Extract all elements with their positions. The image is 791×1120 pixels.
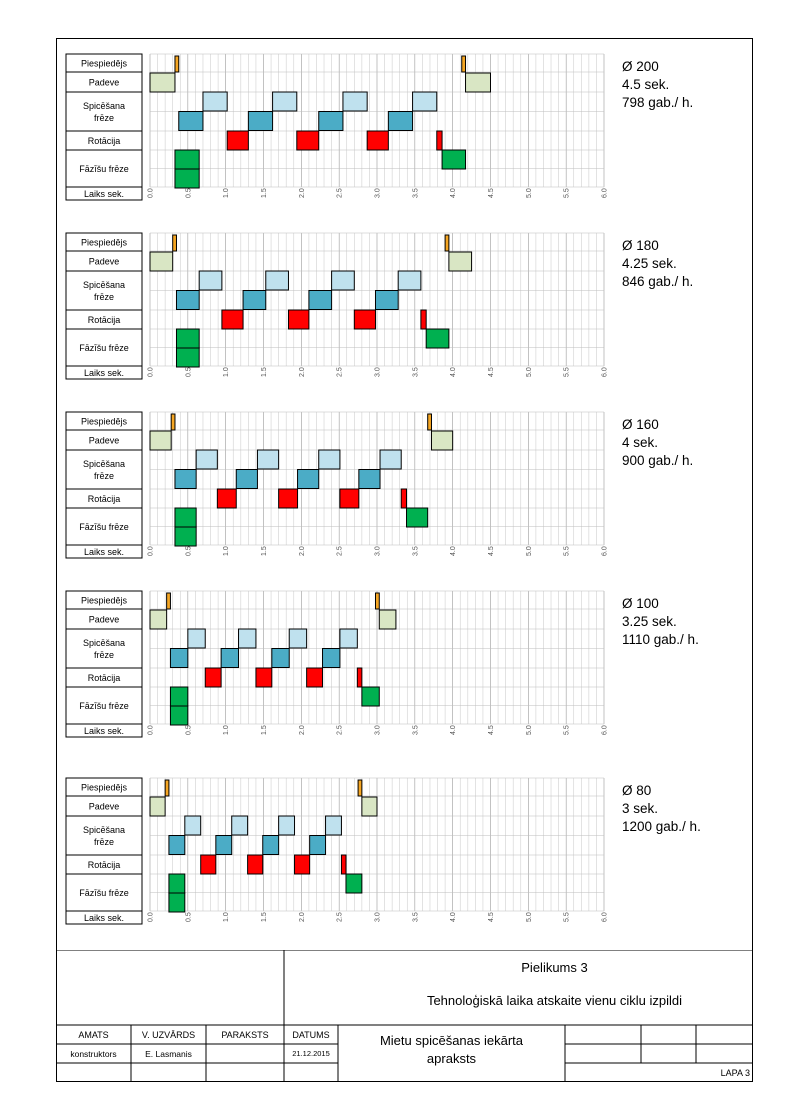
sharpen-low-bar <box>221 649 238 668</box>
name-value: E. Lasmanis <box>145 1049 192 1059</box>
sharpen-low-bar <box>309 291 332 310</box>
sharpen-low-bar <box>375 291 398 310</box>
pusher-bar <box>167 593 171 609</box>
x-tick-label: 4.5 <box>488 725 495 735</box>
x-tick-label: 0.5 <box>185 725 193 735</box>
sharpen-low-bar <box>236 470 257 489</box>
row-label-time: Laiks sek. <box>83 726 125 736</box>
diameter-label: Ø 200 <box>622 59 659 74</box>
pusher-bar <box>175 56 179 72</box>
row-label-rotation: Rotācija <box>87 494 121 504</box>
x-tick-label: 5.0 <box>525 725 533 735</box>
x-tick-label: 1.5 <box>261 546 268 556</box>
x-tick-label: 4.5 <box>488 188 495 198</box>
sharpen-low-bar <box>310 836 326 855</box>
chart-caption <box>622 237 693 291</box>
sheet-number: LAPA 3 <box>720 1068 750 1078</box>
x-tick-label: 5.5 <box>563 725 571 735</box>
feed-bar <box>150 431 171 450</box>
sharpen-high-bar <box>188 629 205 648</box>
throughput-label: 846 gab./ h. <box>622 274 694 289</box>
x-tick-label: 0.5 <box>185 912 193 922</box>
x-tick-label: 6.0 <box>601 725 609 735</box>
sharpen-low-bar <box>263 836 279 855</box>
x-tick-label: 5.5 <box>563 546 571 556</box>
row-label-feed: Padeve <box>88 801 120 812</box>
gantt-chart <box>66 54 609 199</box>
chamfer-bar-top <box>175 508 196 527</box>
sharpen-high-bar <box>196 450 217 469</box>
x-tick-label: 1.0 <box>223 188 231 198</box>
row-label-feed: Padeve <box>88 614 120 625</box>
x-tick-label: 2.5 <box>336 367 344 377</box>
x-tick-label: 1.5 <box>261 725 268 735</box>
x-tick-label: 1.5 <box>261 912 268 922</box>
feed-bar <box>150 797 165 816</box>
row-label-chamfer: Fāzīšu frēze <box>79 522 129 532</box>
row-label-sharpen-cutter: frēze <box>93 837 115 847</box>
gantt-svg <box>66 54 609 200</box>
diameter-label: Ø 180 <box>622 238 659 253</box>
column-role-header: AMATS <box>78 1030 109 1040</box>
chamfer-bar-top <box>170 687 187 706</box>
report-subtitle: Tehnoloģiskā laika atskaite vienu ciklu izpildi <box>426 993 683 1008</box>
sharpen-high-bar <box>319 450 340 469</box>
throughput-label: 900 gab./ h. <box>622 453 694 468</box>
row-label-sharpen-cutter: frēze <box>93 292 115 302</box>
chamfer-bar <box>175 527 196 546</box>
row-label-sharpen-cutter: frēze <box>93 113 115 123</box>
pusher-bar <box>428 414 432 430</box>
chamfer-bar-top <box>407 508 428 527</box>
role-value: konstruktors <box>70 1049 117 1059</box>
sharpen-high-bar <box>413 92 437 111</box>
x-tick-label: 4.0 <box>450 546 458 556</box>
rotation-bar <box>437 131 442 150</box>
x-tick-label: 1.0 <box>223 546 231 556</box>
x-ticks <box>148 912 609 922</box>
x-tick-label: 2.0 <box>298 188 306 198</box>
sharpen-low-bar <box>216 836 232 855</box>
x-ticks <box>148 188 609 198</box>
x-tick-label: 6.0 <box>601 912 609 922</box>
x-tick-label: 4.5 <box>488 546 495 556</box>
throughput-label: 1200 gab./ h. <box>622 819 701 834</box>
column-signature-header: PARAKSTS <box>221 1030 269 1040</box>
column-date-header: DATUMS <box>292 1030 330 1040</box>
label-column <box>66 778 142 924</box>
sharpen-low-bar <box>298 470 319 489</box>
pusher-bar <box>462 56 466 72</box>
sharpen-high-bar <box>203 92 227 111</box>
x-tick-label: 2.0 <box>298 725 306 735</box>
sharpen-high-bar <box>343 92 367 111</box>
row-label-feed: Padeve <box>88 77 120 88</box>
x-tick-label: 2.0 <box>298 367 306 377</box>
x-tick-label: 1.5 <box>261 367 268 377</box>
rotation-bar <box>367 131 388 150</box>
row-label-rotation: Rotācija <box>87 315 121 325</box>
chamfer-bar-top <box>346 874 362 893</box>
x-tick-label: 2.5 <box>336 725 344 735</box>
sharpen-low-bar <box>170 649 187 668</box>
x-tick-label: 5.0 <box>525 367 533 377</box>
row-label-pusher: Piespiedējs <box>80 58 128 69</box>
x-tick-label: 1.0 <box>223 725 231 735</box>
sharpen-low-bar <box>323 649 340 668</box>
row-labels <box>66 54 142 200</box>
chamfer-bar <box>170 706 187 725</box>
row-label-sharpen-cutter: frēze <box>93 650 115 660</box>
rotation-bar <box>227 131 248 150</box>
x-tick-label: 5.0 <box>525 912 533 922</box>
row-label-sharpen: Spicēšana <box>82 825 126 835</box>
x-tick-label: 2.0 <box>298 546 306 556</box>
x-tick-label: 0.5 <box>185 546 193 556</box>
sharpen-high-bar <box>340 629 357 648</box>
rotation-bar <box>297 131 319 150</box>
x-ticks <box>148 725 609 735</box>
row-label-sharpen: Spicēšana <box>82 280 126 290</box>
row-label-time: Laiks sek. <box>83 189 125 199</box>
sharpen-high-bar <box>326 816 342 835</box>
x-tick-label: 4.5 <box>488 367 495 377</box>
feed-bar <box>379 610 396 629</box>
x-tick-label: 5.0 <box>525 188 533 198</box>
rotation-bar <box>340 489 359 508</box>
grid <box>150 54 604 187</box>
row-label-chamfer: Fāzīšu frēze <box>79 164 129 174</box>
row-label-sharpen: Spicēšana <box>82 638 126 648</box>
x-tick-label: 4.0 <box>450 725 458 735</box>
row-labels <box>66 591 142 737</box>
pusher-bar <box>171 414 175 430</box>
feed-bar <box>449 252 472 271</box>
x-ticks <box>148 367 609 377</box>
pusher-bar <box>173 235 177 251</box>
x-tick-label: 0.0 <box>147 546 155 556</box>
cycle-time-label: 3 sek. <box>622 801 659 816</box>
x-tick-label: 3.0 <box>374 188 382 198</box>
row-label-pusher: Piespiedējs <box>80 416 128 427</box>
chamfer-bar-top <box>362 687 379 706</box>
row-labels <box>66 778 142 924</box>
x-tick-label: 3.5 <box>412 188 420 198</box>
rotation-bar <box>217 489 236 508</box>
x-tick-label: 0.0 <box>147 367 155 377</box>
sharpen-high-bar <box>239 629 256 648</box>
feed-bar <box>150 73 175 92</box>
pusher-bar <box>375 593 379 609</box>
gantt-svg <box>66 778 609 924</box>
x-tick-label: 4.0 <box>450 188 458 198</box>
sharpen-low-bar <box>243 291 266 310</box>
chamfer-bar-top <box>169 874 185 893</box>
label-column <box>66 54 142 200</box>
rotation-bar <box>256 668 272 687</box>
row-label-time: Laiks sek. <box>83 913 125 923</box>
x-tick-label: 2.0 <box>298 912 306 922</box>
cycle-time-label: 4.5 sek. <box>622 77 670 92</box>
sharpen-low-bar <box>175 470 196 489</box>
x-tick-label: 6.0 <box>601 188 609 198</box>
sharpen-high-bar <box>185 816 201 835</box>
x-tick-label: 4.0 <box>450 367 458 377</box>
diameter-label: Ø 160 <box>622 417 659 432</box>
diameter-label: Ø 100 <box>622 596 659 611</box>
x-tick-label: 0.0 <box>147 912 155 922</box>
rotation-bar <box>248 855 263 874</box>
row-label-feed: Padeve <box>88 256 120 267</box>
pusher-bar <box>358 780 362 796</box>
rotation-bar <box>201 855 216 874</box>
gantt-svg <box>66 233 609 379</box>
feed-bar <box>466 73 491 92</box>
sharpen-low-bar <box>169 836 185 855</box>
chart-caption <box>622 595 699 649</box>
sharpen-high-bar <box>273 92 297 111</box>
sharpen-high-bar <box>380 450 401 469</box>
sharpen-high-bar <box>398 271 421 290</box>
row-label-rotation: Rotācija <box>87 673 121 683</box>
document-title-line2: apraksts <box>426 1051 477 1066</box>
label-column <box>66 233 142 379</box>
sharpen-low-bar <box>319 112 343 131</box>
chart-caption <box>622 58 693 112</box>
chamfer-bar-top <box>426 329 449 348</box>
x-tick-label: 0.0 <box>147 725 155 735</box>
sharpen-low-bar <box>179 112 203 131</box>
rotation-bar <box>288 310 308 329</box>
chamfer-bar-top <box>175 150 199 169</box>
gantt-chart <box>66 233 609 378</box>
x-tick-label: 3.5 <box>412 912 420 922</box>
row-label-pusher: Piespiedējs <box>80 595 128 606</box>
x-tick-label: 4.5 <box>488 912 495 922</box>
sharpen-high-bar <box>279 816 295 835</box>
date-value: 21.12.2015 <box>292 1049 330 1058</box>
chamfer-bar-top <box>176 329 199 348</box>
x-tick-label: 3.0 <box>374 546 382 556</box>
row-labels <box>66 412 142 558</box>
sharpen-high-bar <box>232 816 248 835</box>
gantt-chart <box>66 778 609 923</box>
rotation-bar <box>341 855 346 874</box>
rotation-bar <box>354 310 375 329</box>
chart-caption <box>622 416 693 470</box>
sharpen-high-bar <box>257 450 278 469</box>
rotation-bar <box>401 489 406 508</box>
rotation-bar <box>279 489 298 508</box>
x-tick-label: 2.5 <box>336 546 344 556</box>
sharpen-low-bar <box>248 112 272 131</box>
x-ticks <box>148 546 609 556</box>
x-tick-label: 3.5 <box>412 546 420 556</box>
x-tick-label: 3.0 <box>374 725 382 735</box>
feed-bar <box>150 252 173 271</box>
sharpen-low-bar <box>176 291 199 310</box>
row-label-chamfer: Fāzīšu frēze <box>79 343 129 353</box>
rotation-bar <box>421 310 426 329</box>
chamfer-bar <box>169 893 185 912</box>
title-block <box>56 950 753 1082</box>
feed-bar <box>431 431 452 450</box>
row-label-pusher: Piespiedējs <box>80 237 128 248</box>
row-label-sharpen: Spicēšana <box>82 101 126 111</box>
cycle-time-label: 4 sek. <box>622 435 659 450</box>
x-tick-label: 2.5 <box>336 188 344 198</box>
diameter-label: Ø 80 <box>622 783 652 798</box>
rotation-bar <box>205 668 221 687</box>
x-tick-label: 0.5 <box>185 367 193 377</box>
gantt-chart <box>66 412 609 557</box>
row-label-rotation: Rotācija <box>87 136 121 146</box>
rotation-bar <box>295 855 310 874</box>
rotation-bar <box>357 668 362 687</box>
pusher-bar <box>445 235 449 251</box>
x-tick-label: 5.5 <box>563 912 571 922</box>
x-tick-label: 5.5 <box>563 188 571 198</box>
throughput-label: 1110 gab./ h. <box>622 632 699 647</box>
sharpen-high-bar <box>266 271 289 290</box>
row-labels <box>66 233 142 379</box>
document-title-line1: Mietu spicēšanas iekārta <box>379 1033 524 1048</box>
chamfer-bar <box>175 169 199 188</box>
gantt-chart <box>66 591 609 736</box>
row-label-chamfer: Fāzīšu frēze <box>79 888 129 898</box>
x-tick-label: 3.0 <box>374 912 382 922</box>
row-label-time: Laiks sek. <box>83 547 125 557</box>
chart-caption <box>622 782 701 836</box>
x-tick-label: 5.5 <box>563 367 571 377</box>
row-label-sharpen: Spicēšana <box>82 459 126 469</box>
x-tick-label: 3.5 <box>412 725 420 735</box>
sharpen-high-bar <box>332 271 355 290</box>
x-tick-label: 6.0 <box>601 546 609 556</box>
sharpen-high-bar <box>289 629 306 648</box>
sharpen-high-bar <box>199 271 222 290</box>
gantt-svg <box>66 591 609 737</box>
sharpen-low-bar <box>359 470 380 489</box>
x-tick-label: 0.5 <box>185 188 193 198</box>
appendix-title: Pielikums 3 <box>521 960 588 975</box>
pusher-bar <box>165 780 169 796</box>
row-label-time: Laiks sek. <box>83 368 125 378</box>
row-label-rotation: Rotācija <box>87 860 121 870</box>
label-column <box>66 591 142 737</box>
label-column <box>66 412 142 558</box>
x-tick-label: 1.0 <box>223 367 231 377</box>
chamfer-bar-top <box>442 150 465 169</box>
x-tick-label: 2.5 <box>336 912 344 922</box>
row-label-chamfer: Fāzīšu frēze <box>79 701 129 711</box>
cycle-time-label: 3.25 sek. <box>622 614 677 629</box>
x-tick-label: 3.0 <box>374 367 382 377</box>
sharpen-low-bar <box>272 649 289 668</box>
cycle-time-label: 4.25 sek. <box>622 256 677 271</box>
feed-bar <box>150 610 167 629</box>
x-tick-label: 5.0 <box>525 546 533 556</box>
row-label-pusher: Piespiedējs <box>80 782 128 793</box>
rotation-bar <box>307 668 323 687</box>
row-label-sharpen-cutter: frēze <box>93 471 115 481</box>
x-tick-label: 1.5 <box>261 188 268 198</box>
sharpen-low-bar <box>388 112 412 131</box>
x-tick-label: 0.0 <box>147 188 155 198</box>
row-label-feed: Padeve <box>88 435 120 446</box>
throughput-label: 798 gab./ h. <box>622 95 694 110</box>
x-tick-label: 3.5 <box>412 367 420 377</box>
rotation-bar <box>222 310 243 329</box>
x-tick-label: 1.0 <box>223 912 231 922</box>
gantt-svg <box>66 412 609 558</box>
chamfer-bar <box>176 348 199 367</box>
x-tick-label: 4.0 <box>450 912 458 922</box>
feed-bar <box>362 797 377 816</box>
x-tick-label: 6.0 <box>601 367 609 377</box>
column-name-header: V. UZVĀRDS <box>141 1030 196 1040</box>
